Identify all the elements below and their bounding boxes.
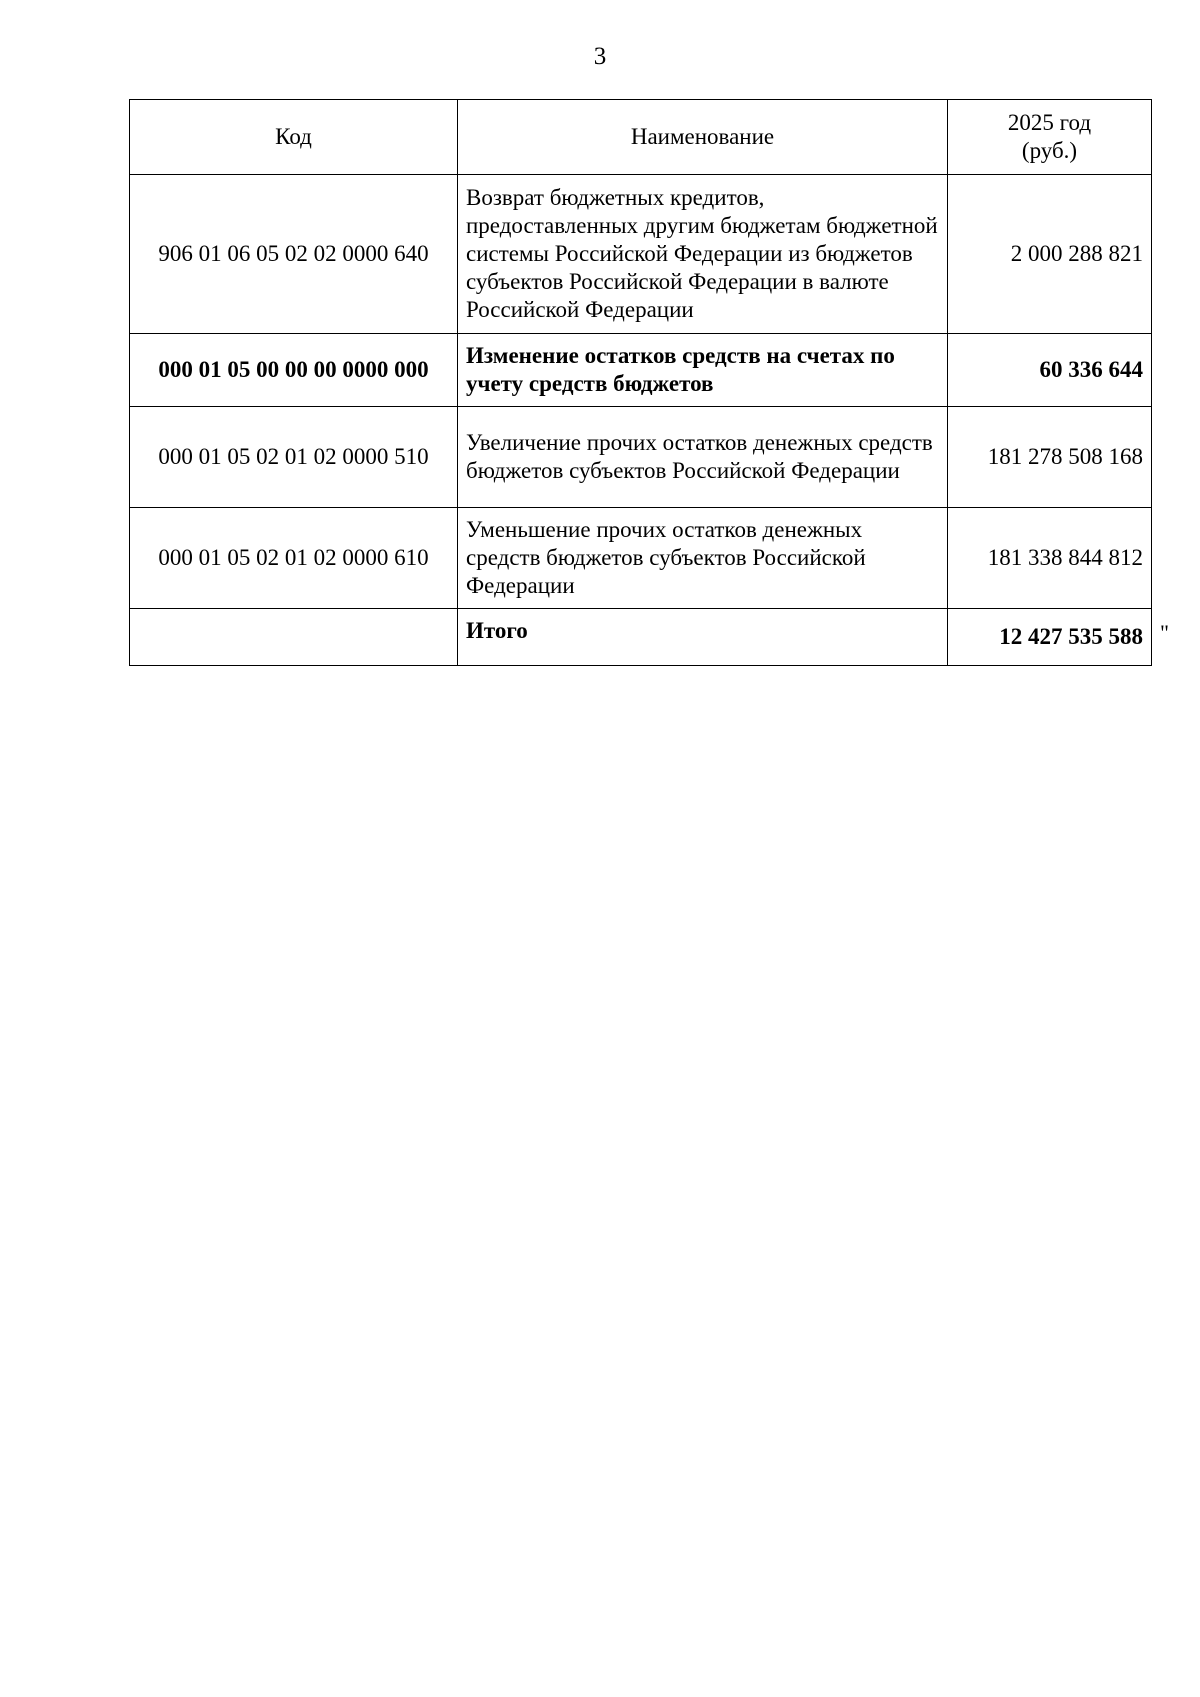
page-number: 3 (593, 43, 607, 70)
row-code (130, 609, 458, 666)
budget-sources-table (129, 99, 1152, 666)
header-name: Наименование (458, 100, 948, 175)
header-code: Код (130, 100, 458, 175)
header-sum-unit: (руб.) (1021, 138, 1078, 163)
closing-quote-mark: " (1160, 620, 1169, 645)
table-row (130, 334, 1152, 407)
row-name: Увеличение прочих остатков денежных средств бюджетов субъектов Российской Федерации (458, 407, 948, 508)
row-code: 000 01 05 02 01 02 0000 610 (130, 508, 458, 609)
row-sum: 181 338 844 812 (948, 508, 1152, 609)
row-code: 000 01 05 00 00 00 0000 000 (130, 334, 458, 407)
table-row (130, 407, 1152, 508)
row-code: 906 01 06 05 02 02 0000 640 (130, 175, 458, 334)
total-row (130, 609, 1152, 666)
row-sum: 181 278 508 168 (948, 407, 1152, 508)
row-code: 000 01 05 02 01 02 0000 510 (130, 407, 458, 508)
total-sum: 12 427 535 588 (948, 609, 1152, 666)
row-sum: 2 000 288 821 (948, 175, 1152, 334)
row-name: Возврат бюджетных кредитов, предоставленных другим бюджетам бюджетной системы Российской Федерации из бюджетов субъектов Российской Федерации в валюте Российской Федерации (458, 175, 948, 334)
row-sum: 60 336 644 (948, 334, 1152, 407)
row-name: Изменение остатков средств на счетах по учету средств бюджетов (458, 334, 948, 407)
table-header-row (130, 100, 1152, 175)
header-sum-year: 2025 год (1007, 110, 1092, 135)
row-name: Уменьшение прочих остатков денежных средств бюджетов субъектов Российской Федерации (458, 508, 948, 609)
table-row (130, 508, 1152, 609)
table-row (130, 175, 1152, 334)
total-label: Итого (458, 609, 948, 666)
header-sum (948, 100, 1152, 175)
